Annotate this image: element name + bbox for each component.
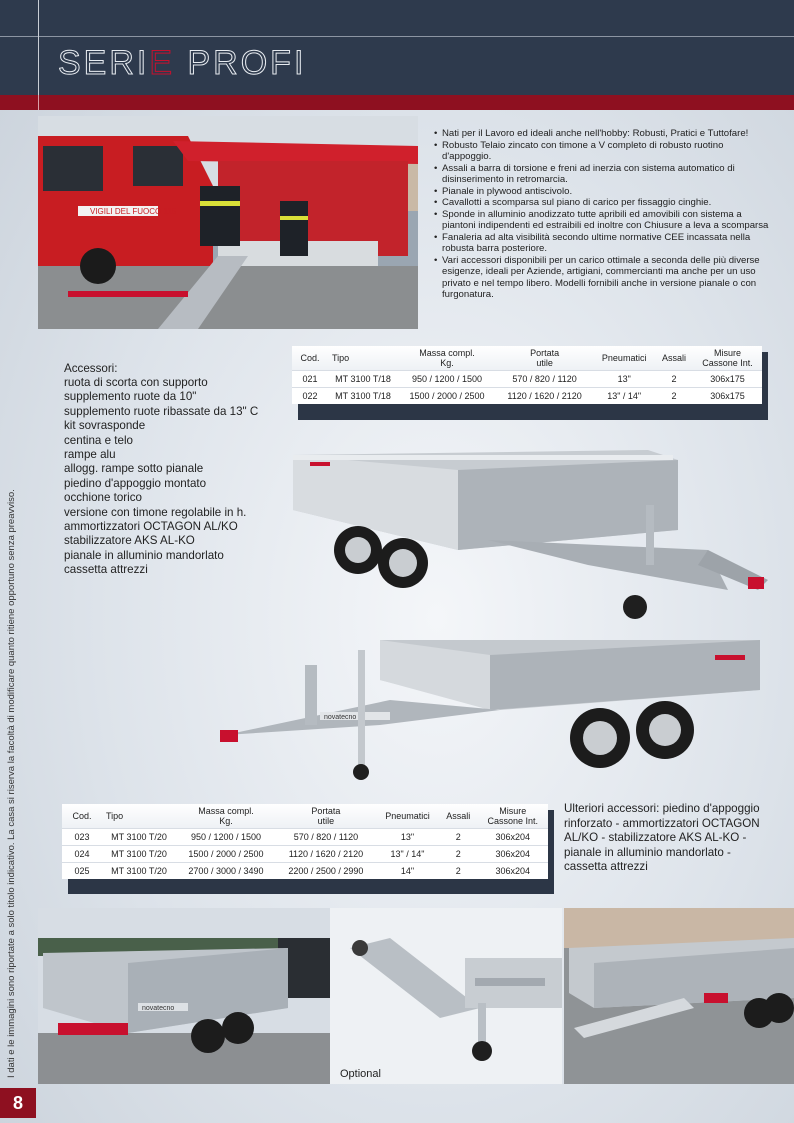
- title-part2: PROFI: [175, 44, 307, 82]
- cell-massa: 2700 / 3000 / 3490: [176, 863, 276, 880]
- side-disclaimer: I dati e le immagini sono riportate a solo titolo indicativo. La casa si riserva la facoltà di modificare quanto ritiene opportuno senza preavviso.: [6, 489, 17, 1078]
- accessory-item: supplemento ruote da 10": [64, 390, 197, 404]
- feature-item: • Pianale in plywood antiscivolo.: [434, 186, 774, 198]
- accessory-item: pianale in alluminio mandorlato: [64, 548, 224, 562]
- table-header-row: [62, 804, 548, 829]
- col-header-assali: Assali: [655, 346, 693, 371]
- table-row: [292, 371, 762, 388]
- title-part1: SERI: [58, 44, 150, 82]
- cell-assali: 2: [655, 371, 693, 388]
- cell-misure: 306x204: [478, 846, 548, 863]
- accessory-item: centina e telo: [64, 433, 133, 447]
- cell-tipo: MT 3100 T/20: [102, 846, 176, 863]
- table-row: [62, 846, 548, 863]
- col-header-misure: Misure Cassone Int.: [478, 804, 548, 829]
- accessory-item: versione con timone regolabile in h.: [64, 505, 247, 519]
- cell-misure: 306x204: [478, 829, 548, 846]
- cell-cod: 022: [292, 388, 328, 405]
- col-header-cod: Cod.: [292, 346, 328, 371]
- col-header-tipo: Tipo: [102, 804, 176, 829]
- col-header-pneumatici: Pneumatici: [593, 346, 655, 371]
- photo-trailer-t20: [220, 630, 775, 790]
- ramps-trailer-illustration: [564, 908, 794, 1084]
- feature-item: • Sponde in alluminio anodizzato tutte apribili ed amovibili con sistema a piantoni indipendenti ed estraibili ed inoltre con Chiusure a leva a scomparsa: [434, 209, 774, 232]
- cell-cod: 024: [62, 846, 102, 863]
- cell-pneumatici: 13" / 14": [593, 388, 655, 405]
- cell-massa: 1500 / 2000 / 2500: [176, 846, 276, 863]
- accessories-title: Accessori:: [64, 362, 118, 375]
- trailer-t18-illustration: [288, 440, 788, 625]
- rear-trailer-illustration: [38, 908, 330, 1084]
- feature-list: [434, 128, 774, 301]
- feature-item: • Cavallotti a scomparsa sul piano di carico per fissaggio cinghie.: [434, 197, 774, 209]
- col-header-massa: Massa compl. Kg.: [398, 346, 496, 371]
- cell-portata: 1120 / 1620 / 2120: [496, 388, 593, 405]
- photo-optional-jockey-wheel: [330, 908, 562, 1084]
- table-row: [62, 863, 548, 880]
- col-header-portata: Portata utile: [276, 804, 376, 829]
- table-header-row: [292, 346, 762, 371]
- col-header-massa: Massa compl. Kg.: [176, 804, 276, 829]
- header-divider: [0, 36, 794, 37]
- trailer-t20-illustration: [220, 630, 775, 790]
- col-header-misure: Misure Cassone Int.: [693, 346, 762, 371]
- cell-tipo: MT 3100 T/20: [102, 863, 176, 880]
- col-header-cod: Cod.: [62, 804, 102, 829]
- spec-table-t20: [62, 804, 548, 879]
- optional-caption: Optional: [340, 1068, 381, 1080]
- header-margin-line: [38, 0, 39, 95]
- cell-tipo: MT 3100 T/18: [328, 388, 398, 405]
- col-header-portata: Portata utile: [496, 346, 593, 371]
- title-accent: E: [149, 44, 176, 82]
- cell-misure: 306x175: [693, 371, 762, 388]
- cell-pneumatici: 13" / 14": [376, 846, 439, 863]
- col-header-tipo: Tipo: [328, 346, 398, 371]
- accessory-item: allogg. rampe sotto pianale: [64, 462, 204, 476]
- cell-tipo: MT 3100 T/18: [328, 371, 398, 388]
- extra-accessories-text: Ulteriori accessori: piedino d'appoggio rinforzato - ammortizzatori OCTAGON AL/KO - stabilizzatore AKS AL-KO - pianale in alluminio mandorlato - cassetta attrezzi: [564, 802, 760, 873]
- cell-pneumatici: 13": [376, 829, 439, 846]
- cell-pneumatici: 14": [376, 863, 439, 880]
- accessory-item: ammortizzatori OCTAGON AL/KO: [64, 520, 238, 534]
- accessory-item: kit sovrasponde: [64, 419, 146, 433]
- cell-portata: 1120 / 1620 / 2120: [276, 846, 376, 863]
- feature-item: • Fanaleria ad alta visibilità secondo ultime normative CEE incassata nella robusta barra posteriore.: [434, 232, 774, 255]
- cell-tipo: MT 3100 T/20: [102, 829, 176, 846]
- accessory-item: occhione torico: [64, 491, 142, 505]
- accessory-item: stabilizzatore AKS AL-KO: [64, 534, 195, 548]
- photo-trailer-rear-outdoor: [38, 908, 330, 1084]
- brand-label: novatecno: [142, 1005, 175, 1012]
- table-row: [292, 388, 762, 405]
- truck-lettering: VIGILI DEL FUOCO 115: [90, 207, 177, 216]
- feature-item: • Nati per il Lavoro ed ideali anche nell'hobby: Robusti, Pratici e Tuttofare!: [434, 128, 774, 140]
- cell-portata: 2200 / 2500 / 2990: [276, 863, 376, 880]
- cell-pneumatici: 13": [593, 371, 655, 388]
- accessory-item: supplemento ruote ribassate da 13" C: [64, 404, 259, 418]
- photo-trailer-with-ramps: [564, 908, 794, 1084]
- feature-item: • Assali a barra di torsione e freni ad inerzia con sistema automatico di disinserimento in retromarcia.: [434, 163, 774, 186]
- brand-label: novatecno: [324, 714, 357, 721]
- col-header-assali: Assali: [439, 804, 478, 829]
- accessory-item: rampe alu: [64, 448, 116, 462]
- table-row: [62, 829, 548, 846]
- spec-table-t18: [292, 346, 762, 404]
- page-title: [58, 44, 306, 83]
- photo-trailer-t18: [288, 440, 788, 625]
- cell-massa: 950 / 1200 / 1500: [176, 829, 276, 846]
- page-header: [0, 0, 794, 95]
- cell-assali: 2: [439, 846, 478, 863]
- cell-portata: 570 / 820 / 1120: [496, 371, 593, 388]
- cell-assali: 2: [439, 863, 478, 880]
- cell-assali: 2: [439, 829, 478, 846]
- accessory-item: cassetta attrezzi: [64, 563, 148, 577]
- cell-misure: 306x175: [693, 388, 762, 405]
- cell-portata: 570 / 820 / 1120: [276, 829, 376, 846]
- accessories-list: [64, 376, 258, 578]
- red-band-margin-line: [38, 95, 39, 110]
- accessory-item: ruota di scorta con supporto: [64, 376, 208, 389]
- cell-cod: 023: [62, 829, 102, 846]
- accessory-item: piedino d'appoggio montato: [64, 476, 207, 490]
- jockey-wheel-illustration: [330, 908, 562, 1084]
- cell-cod: 025: [62, 863, 102, 880]
- cell-cod: 021: [292, 371, 328, 388]
- header-red-band: [0, 95, 794, 110]
- feature-item: • Vari accessori disponibili per un carico ottimale a seconda delle più diverse esigenze, ideali per Aziende, artigiani, commercianti ma anche per un uso privato e nel tempo libero. Modelli fornibili anche in versione pianale o con furgonatura.: [434, 255, 774, 301]
- feature-item: • Robusto Telaio zincato con timone a V completo di robusto ruotino d'appoggio.: [434, 140, 774, 163]
- col-header-pneumatici: Pneumatici: [376, 804, 439, 829]
- cell-assali: 2: [655, 388, 693, 405]
- cell-massa: 1500 / 2000 / 2500: [398, 388, 496, 405]
- page-number: 8: [0, 1088, 36, 1118]
- photo-fire-rescue-trailer: [38, 116, 418, 329]
- cell-misure: 306x204: [478, 863, 548, 880]
- cell-massa: 950 / 1200 / 1500: [398, 371, 496, 388]
- photo-fire-rescue-illustration: [38, 116, 418, 329]
